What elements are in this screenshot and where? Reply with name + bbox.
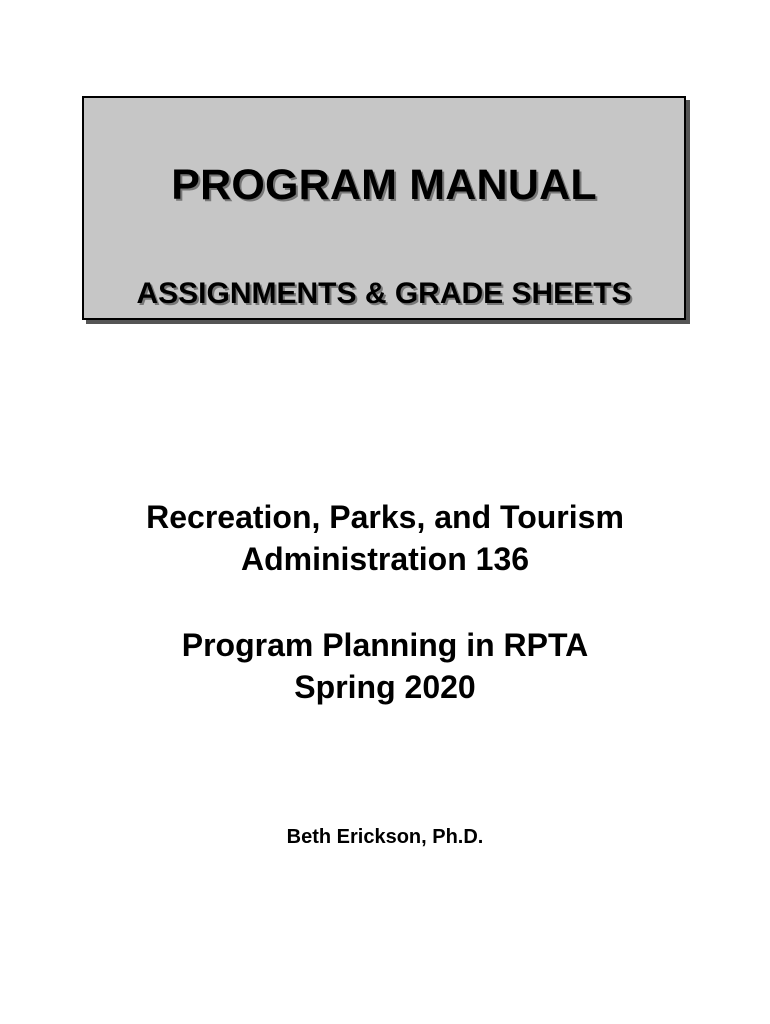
course-name-line-1: Recreation, Parks, and Tourism — [146, 499, 624, 535]
course-term: Spring 2020 — [294, 669, 476, 705]
spacer — [0, 580, 770, 624]
author-name: Beth Erickson, Ph.D. — [286, 826, 484, 848]
document-title: PROGRAM MANUAL — [171, 161, 597, 209]
course-info — [0, 496, 770, 708]
title-box — [82, 96, 686, 320]
course-name-line-2: Administration 136 — [240, 541, 530, 577]
course-title: Program Planning in RPTA — [181, 627, 589, 663]
document-subtitle: ASSIGNMENTS & GRADE SHEETS — [136, 277, 632, 310]
